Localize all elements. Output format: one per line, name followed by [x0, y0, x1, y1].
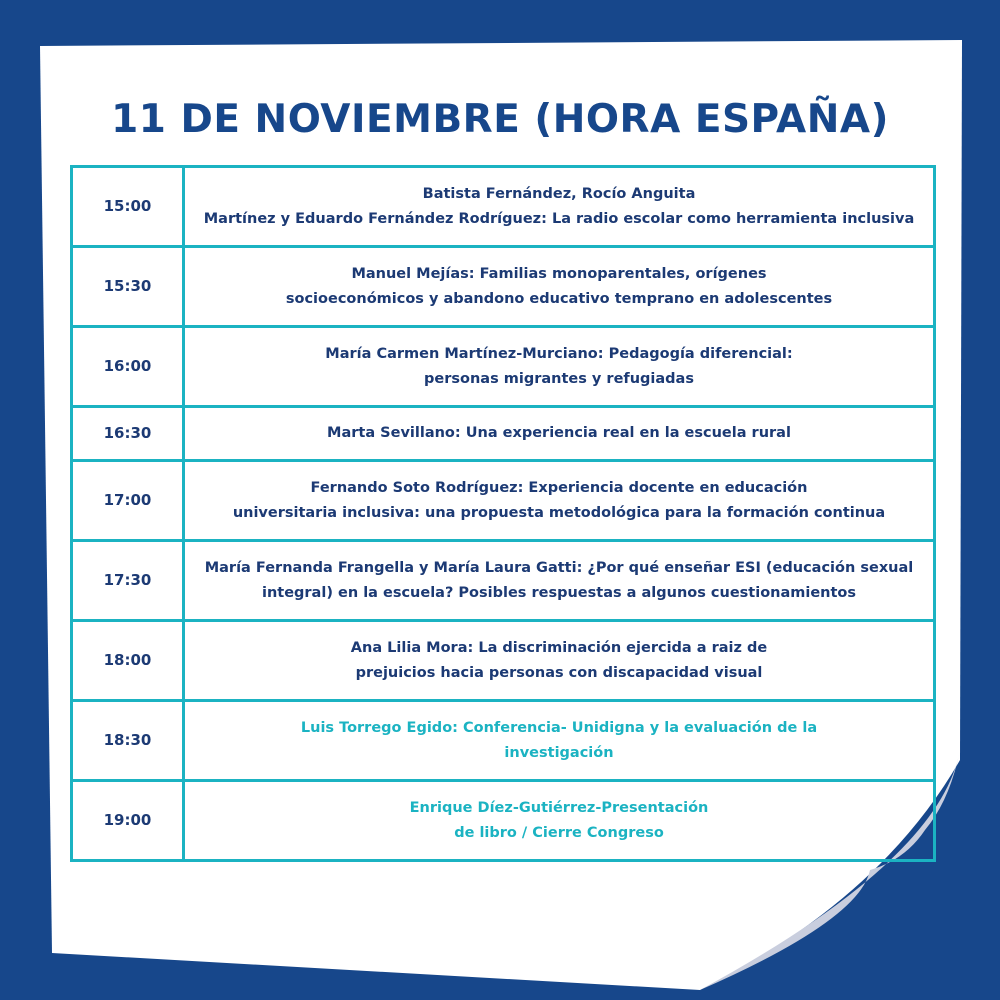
schedule-row	[72, 327, 935, 407]
session-talk	[184, 407, 935, 461]
talk-line: Enrique Díez-Gutiérrez-Presentación	[409, 799, 709, 816]
session-time: 17:00	[72, 461, 184, 541]
schedule-row	[72, 461, 935, 541]
schedule-row	[72, 621, 935, 701]
talk-line: Fernando Soto Rodríguez: Experiencia docente en educación	[310, 479, 808, 496]
schedule-row	[72, 541, 935, 621]
session-time: 16:00	[72, 327, 184, 407]
page-title: 11 DE NOVIEMBRE (HORA ESPAÑA)	[111, 97, 889, 142]
schedule-table	[70, 165, 936, 862]
talk-line: Marta Sevillano: Una experiencia real en la escuela rural	[327, 425, 791, 441]
session-time: 15:00	[72, 167, 184, 247]
talk-line: Luis Torrego Egido: Conferencia- Unidigna y la evaluación de la	[300, 719, 818, 736]
talk-line: Martínez y Eduardo Fernández Rodríguez: La radio escolar como herramienta inclusiva	[203, 210, 915, 227]
session-time: 17:30	[72, 541, 184, 621]
talk-line: Ana Lilia Mora: La discriminación ejercida a raiz de	[350, 639, 768, 656]
schedule-row	[72, 407, 935, 461]
session-talk	[184, 247, 935, 327]
talk-line: prejuicios hacia personas con discapacidad visual	[355, 664, 763, 681]
session-time: 15:30	[72, 247, 184, 327]
session-talk	[184, 327, 935, 407]
schedule-row	[72, 781, 935, 861]
talk-line: Manuel Mejías: Familias monoparentales, orígenes	[351, 265, 767, 282]
session-talk	[184, 461, 935, 541]
schedule-row	[72, 247, 935, 327]
session-time: 18:30	[72, 701, 184, 781]
talk-line: de libro / Cierre Congreso	[454, 824, 664, 841]
session-talk	[184, 621, 935, 701]
talk-line: María Carmen Martínez-Murciano: Pedagogía diferencial:	[325, 345, 793, 362]
session-time: 19:00	[72, 781, 184, 861]
talk-line: socioeconómicos y abandono educativo temprano en adolescentes	[285, 290, 833, 307]
talk-line: universitaria inclusiva: una propuesta metodológica para la formación continua	[232, 504, 886, 521]
talk-line: Batista Fernández, Rocío Anguita	[422, 185, 696, 202]
schedule-row	[72, 701, 935, 781]
talk-line: María Fernanda Frangella y María Laura Gatti: ¿Por qué enseñar ESI (educación sexual	[204, 559, 914, 576]
session-time: 16:30	[72, 407, 184, 461]
schedule-row	[72, 167, 935, 247]
talk-line: investigación	[504, 744, 614, 761]
session-time: 18:00	[72, 621, 184, 701]
talk-line: integral) en la escuela? Posibles respuestas a algunos cuestionamientos	[261, 584, 857, 601]
session-talk	[184, 541, 935, 621]
talk-line: personas migrantes y refugiadas	[424, 370, 694, 387]
session-talk	[184, 701, 935, 781]
session-talk	[184, 781, 935, 861]
session-talk	[184, 167, 935, 247]
